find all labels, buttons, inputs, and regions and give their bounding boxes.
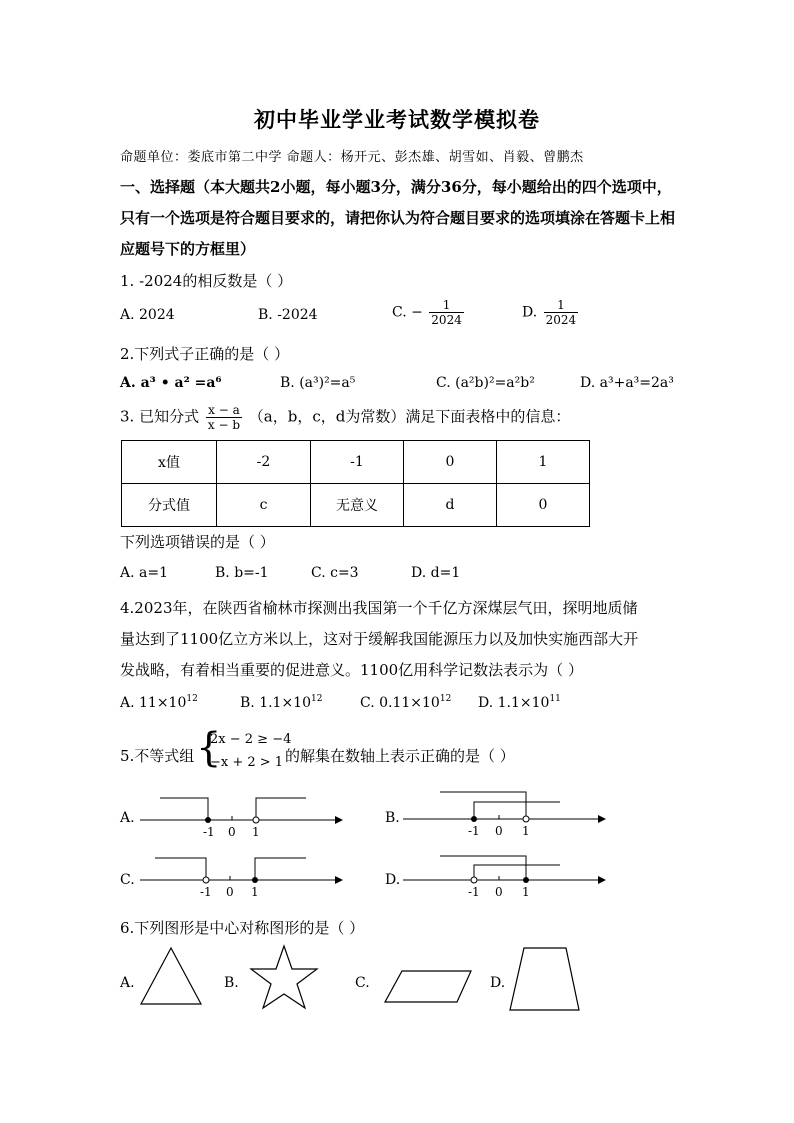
closed-point xyxy=(252,877,258,883)
q3-option-a: A. a=1 xyxy=(120,565,168,581)
table-cell: -2 xyxy=(217,441,311,484)
q3-fraction xyxy=(206,403,242,432)
q4-d-exponent: 11 xyxy=(549,694,561,704)
table-cell: x值 xyxy=(122,441,217,484)
q3-option-b: B. b=-1 xyxy=(215,565,269,581)
table-cell: 0 xyxy=(497,484,590,527)
tick-label: -1 xyxy=(468,885,480,899)
q2-option-b: B. (a³)²=a⁵ xyxy=(280,375,356,391)
q4-a-base: A. 11×10 xyxy=(120,695,187,711)
q1-option-d-label: D. xyxy=(522,304,538,321)
q4-c-base: C. 0.11×10 xyxy=(360,695,440,711)
q5-number-line-c xyxy=(140,858,342,899)
q1-option-b: B. -2024 xyxy=(258,307,318,323)
table-cell: -1 xyxy=(311,441,404,484)
trapezoid-shape xyxy=(510,948,579,1010)
q3-stem-suffix: （a，b，c，d为常数）满足下面表格中的信息： xyxy=(248,407,571,426)
q2-option-a: A. a³ • a² =a⁶ xyxy=(120,375,222,391)
parallelogram-shape xyxy=(385,971,471,1002)
q3-option-c: C. c=3 xyxy=(311,565,359,581)
q3-frac-denominator: x − b xyxy=(207,418,241,432)
q1-d-denominator: 2024 xyxy=(545,313,577,327)
table-cell: 1 xyxy=(497,441,590,484)
tick-label: -1 xyxy=(200,885,212,899)
q3-info-table xyxy=(121,440,590,527)
open-point xyxy=(523,816,529,822)
q4-option-a xyxy=(120,694,198,711)
q5-option-c-label: C. xyxy=(120,872,135,888)
q5-number-line-d xyxy=(403,856,605,899)
q6-option-c-label: C. xyxy=(355,975,370,991)
q3-option-d: D. d=1 xyxy=(411,565,461,581)
q4-b-exponent: 12 xyxy=(311,694,323,704)
table-cell: 0 xyxy=(404,441,497,484)
closed-point xyxy=(471,816,477,822)
q4-option-b xyxy=(240,694,322,711)
triangle-shape xyxy=(141,948,201,1004)
tick-label: -1 xyxy=(203,825,215,839)
q3-sub-question: 下列选项错误的是（ ） xyxy=(120,533,275,551)
tick-label: -1 xyxy=(468,824,480,838)
tick-label: 1 xyxy=(522,885,530,899)
question-4-line-2: 量达到了1100亿立方米以上，这对于缓解我国能源压力以及加快实施西部大开 xyxy=(120,630,639,648)
open-point xyxy=(471,877,477,883)
q5-inequality-1: 2x − 2 ≥ −4 xyxy=(210,732,292,747)
table-cell: d xyxy=(404,484,497,527)
q5-brace: { xyxy=(196,725,222,771)
page-title: 初中毕业学业考试数学模拟卷 xyxy=(254,107,540,132)
q6-option-a-label: A. xyxy=(120,975,135,991)
section-heading: 一、选择题（本大题共2小题，每小题3分，满分36分，每小题给出的四个选项中，只有一个选项是符合题目要求的，请把你认为符合题目要求的选项填涂在答题卡上相应题号下的方框里） xyxy=(120,178,676,258)
q6-option-b-label: B. xyxy=(224,975,239,991)
table-cell: 无意义 xyxy=(311,484,404,527)
q4-option-c xyxy=(360,694,451,711)
author-line: 命题单位：娄底市第二中学 命题人：杨开元、彭杰雄、胡雪如、肖毅、曾鹏杰 xyxy=(120,150,584,165)
q1-c-denominator: 2024 xyxy=(431,313,462,327)
q5-option-d-label: D. xyxy=(385,872,401,888)
q1-option-c-fraction xyxy=(429,298,464,327)
q5-stem-suffix: 的解集在数轴上表示正确的是（ ） xyxy=(285,747,515,765)
q5-number-lines xyxy=(0,770,794,910)
open-point xyxy=(203,877,209,883)
table-cell: c xyxy=(217,484,311,527)
closed-point xyxy=(205,817,211,823)
q1-option-c-label: C. − xyxy=(392,304,423,321)
q2-option-c: C. (a²b)²=a²b² xyxy=(436,375,535,391)
tick-label: 0 xyxy=(495,824,503,838)
question-2-stem: 2.下列式子正确的是（ ） xyxy=(120,345,290,363)
q3-frac-numerator: x − a xyxy=(206,403,242,418)
q4-b-base: B. 1.1×10 xyxy=(240,695,311,711)
tick-label: 1 xyxy=(252,825,260,839)
star-shape xyxy=(251,946,317,1008)
q5-option-a-label: A. xyxy=(120,810,135,826)
tick-label: 0 xyxy=(228,825,236,839)
closed-point xyxy=(523,877,529,883)
tick-label: 0 xyxy=(226,885,234,899)
question-6-stem: 6.下列图形是中心对称图形的是（ ） xyxy=(120,919,365,937)
q4-c-exponent: 12 xyxy=(439,694,452,704)
q4-option-d xyxy=(478,694,561,711)
table-row xyxy=(122,441,590,484)
q5-option-b-label: B. xyxy=(385,810,400,826)
q5-stem-prefix: 5.不等式组 xyxy=(120,747,195,765)
table-cell: 分式值 xyxy=(122,484,217,527)
tick-label: 1 xyxy=(251,885,259,899)
tick-label: 0 xyxy=(495,885,503,899)
q6-shapes xyxy=(0,940,794,1020)
tick-label: 1 xyxy=(522,824,530,838)
question-1-stem: 1. -2024的相反数是（ ） xyxy=(120,272,293,290)
q1-c-numerator: 1 xyxy=(429,298,464,313)
q1-option-a: A. 2024 xyxy=(120,307,175,323)
q6-option-d-label: D. xyxy=(490,975,506,991)
q5-number-line-b xyxy=(403,792,605,838)
q2-option-d: D. a³+a³=2a³ xyxy=(580,375,674,391)
q5-number-line-a xyxy=(140,798,342,839)
q4-d-base: D. 1.1×10 xyxy=(478,695,550,711)
q3-stem-prefix: 3. 已知分式 xyxy=(120,407,200,426)
q1-d-numerator: 1 xyxy=(544,298,579,313)
q1-option-d xyxy=(522,298,580,327)
question-4-line-3: 发战略，有着相当重要的促进意义。1100亿用科学记数法表示为（ ） xyxy=(120,661,583,679)
table-row xyxy=(122,484,590,527)
question-3-stem xyxy=(120,403,570,432)
q5-inequality-2: −x + 2 > 1 xyxy=(210,755,284,770)
q1-option-c xyxy=(392,298,466,327)
question-4-line-1: 4.2023年，在陕西省榆林市探测出我国第一个千亿方深煤层气田，探明地质储 xyxy=(120,599,638,617)
open-point xyxy=(253,817,259,823)
q1-option-d-fraction xyxy=(544,298,579,327)
q4-a-exponent: 12 xyxy=(186,694,198,704)
